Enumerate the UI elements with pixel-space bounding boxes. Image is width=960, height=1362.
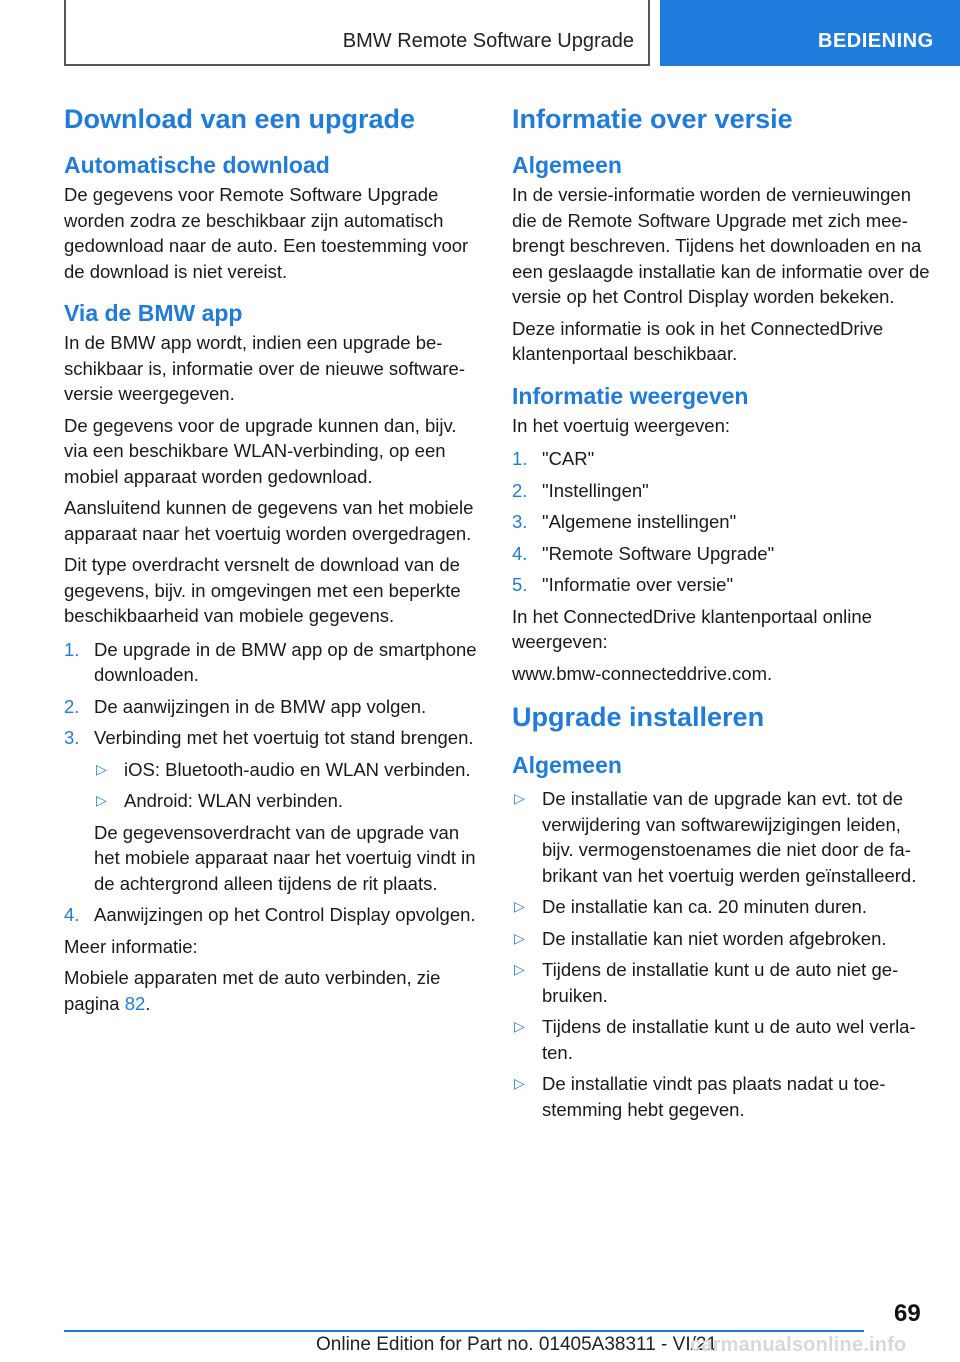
bullet-text: Tijdens de installatie kunt u de auto wel verlaten. bbox=[542, 1016, 916, 1063]
list-item bbox=[64, 694, 478, 720]
bullet-text: De installatie van de upgrade kan evt. tot de verwijdering van softwarewijzigingen leiden, bijv. vermogenstoenames die niet door de fabrikant van het voertuig werden geïnstalleerd. bbox=[542, 788, 917, 886]
list-item bbox=[512, 926, 932, 952]
left-column bbox=[64, 100, 478, 1022]
paragraph: Aansluitend kunnen de gegevens van het mobiele apparaat naar het voertuig worden overgedragen. bbox=[64, 497, 474, 544]
heading-version-info: Informatie over versie bbox=[512, 104, 793, 134]
footer-edition: Online Edition for Part no. 01405A38311 - VI/21 bbox=[316, 1334, 718, 1355]
list-item bbox=[512, 509, 932, 535]
step-number: 5. bbox=[512, 574, 528, 595]
list-item bbox=[512, 478, 932, 504]
list-item bbox=[64, 725, 478, 896]
triangle-bullet-icon: ▷ bbox=[96, 792, 107, 808]
list-item bbox=[64, 637, 478, 688]
step-text: "Remote Software Upgrade" bbox=[542, 542, 775, 564]
step-text: De upgrade in de BMW app op de smartphone downloaden. bbox=[94, 638, 477, 685]
step-number: 3. bbox=[64, 727, 80, 748]
step-number: 4. bbox=[512, 542, 528, 564]
paragraph: Deze informatie is ook in het ConnectedDrive klantenportaal beschikbaar. bbox=[512, 317, 884, 364]
cross-reference bbox=[64, 965, 478, 1016]
step-number: 4. bbox=[64, 904, 80, 925]
paragraph: Dit type overdracht versnelt de download van de gegevens, bijv. in omgevingen met een beperkte beschikbaarheid van mobiele gegevens. bbox=[64, 554, 461, 626]
list-item bbox=[512, 541, 932, 567]
paragraph: In het voertuig weergeven: bbox=[512, 414, 731, 436]
step-text: Aanwijzingen op het Control Display opvolgen. bbox=[94, 904, 476, 925]
step-number: 2. bbox=[512, 479, 528, 501]
paragraph: In de BMW app wordt, indien een upgrade beschikbaar is, informatie over de nieuwe softwareversie weergegeven. bbox=[64, 332, 466, 404]
heading-download: Download van een upgrade bbox=[64, 104, 416, 134]
heading-install-upgrade: Upgrade installeren bbox=[512, 702, 765, 732]
heading-auto-download: Automatische download bbox=[64, 152, 330, 178]
step-text: "CAR" bbox=[542, 448, 595, 469]
paragraph: Meer informatie: bbox=[64, 935, 198, 957]
step-text: "Informatie over versie" bbox=[542, 574, 734, 595]
page-link[interactable]: 82 bbox=[124, 992, 146, 1014]
heading-general: Algemeen bbox=[512, 152, 622, 178]
header-chapter-tab bbox=[660, 0, 960, 66]
triangle-bullet-icon: ▷ bbox=[514, 929, 525, 946]
step-number: 1. bbox=[512, 448, 528, 469]
step-text: Verbinding met het voertuig tot stand brengen. bbox=[94, 727, 474, 748]
header-section-box bbox=[64, 0, 650, 66]
paragraph: De gegevens voor de upgrade kunnen dan, bijv. via een beschikbare WLAN-verbinding, op een mobiel apparaat worden gedownload. bbox=[64, 414, 457, 487]
app-steps-list bbox=[64, 637, 478, 928]
list-item bbox=[94, 788, 478, 814]
bullet-text: De installatie kan ca. 20 minuten duren. bbox=[542, 896, 867, 917]
list-item bbox=[512, 572, 932, 598]
list-item bbox=[64, 902, 478, 928]
paragraph: www.bmw-connecteddrive.com. bbox=[512, 662, 773, 684]
heading-general: Algemeen bbox=[512, 752, 622, 778]
paragraph: De gegevensoverdracht van de upgrade van het mobiele apparaat naar het voertuig vindt in de achtergrond alleen tijdens de rit plaats. bbox=[94, 821, 476, 894]
header-section-title: BMW Remote Software Upgrade bbox=[342, 30, 634, 52]
list-item bbox=[512, 894, 932, 920]
heading-bmw-app: Via de BMW app bbox=[64, 300, 243, 326]
install-bullet-list bbox=[512, 786, 932, 1122]
list-item bbox=[512, 1014, 932, 1065]
paragraph: In het ConnectedDrive klantenportaal online weergeven: bbox=[512, 605, 872, 652]
paragraph: In de versie-informatie worden de vernieuwingen die de Remote Software Upgrade met zich meebrengt beschreven. Tijdens het downloaden en na een geslaagde installatie kan de informatie over de versie op het Control Display worden bekeken. bbox=[512, 184, 930, 307]
ref-end: . bbox=[145, 992, 151, 1014]
triangle-bullet-icon: ▷ bbox=[96, 760, 107, 777]
right-column bbox=[512, 100, 932, 1128]
step-number: 2. bbox=[64, 695, 80, 717]
list-item bbox=[512, 786, 932, 888]
triangle-bullet-icon: ▷ bbox=[514, 898, 525, 914]
bullet-text: iOS: Bluetooth-audio en WLAN verbinden. bbox=[124, 758, 471, 780]
list-item bbox=[94, 757, 478, 783]
bullet-text: Android: WLAN verbinden. bbox=[124, 790, 344, 811]
list-item bbox=[512, 957, 932, 1008]
ref-text: Mobiele apparaten met de auto verbinden, zie pagina bbox=[64, 967, 441, 1014]
step-text: "Algemene instellingen" bbox=[542, 511, 737, 532]
triangle-bullet-icon: ▷ bbox=[514, 1075, 525, 1091]
step-text: De aanwijzingen in de BMW app volgen. bbox=[94, 695, 427, 717]
heading-show-info: Informatie weergeven bbox=[512, 382, 749, 409]
list-item bbox=[512, 446, 932, 472]
triangle-bullet-icon: ▷ bbox=[514, 961, 525, 977]
step-sub-content bbox=[94, 757, 478, 897]
footer-divider bbox=[64, 1330, 864, 1332]
watermark: carmanualsonline.info bbox=[690, 1334, 907, 1356]
triangle-bullet-icon: ▷ bbox=[514, 1018, 525, 1034]
triangle-bullet-icon: ▷ bbox=[514, 790, 525, 806]
bullet-text: De installatie vindt pas plaats nadat u toestemming hebt gegeven. bbox=[542, 1073, 886, 1120]
menu-steps-list bbox=[512, 446, 932, 598]
bullet-text: Tijdens de installatie kunt u de auto niet gebruiken. bbox=[542, 959, 899, 1006]
paragraph: De gegevens voor Remote Software Upgrade worden zodra ze beschikbaar zijn automatisch gedownload naar de auto. Een toestemming voor de download is niet vereist. bbox=[64, 184, 469, 282]
page-number: 69 bbox=[894, 1300, 921, 1327]
sub-bullet-list bbox=[94, 757, 478, 814]
header-chapter-title: BEDIENING bbox=[818, 30, 934, 52]
list-item bbox=[512, 1071, 932, 1122]
step-number: 3. bbox=[512, 511, 528, 532]
bullet-text: De installatie kan niet worden afgebroken. bbox=[542, 927, 887, 949]
step-number: 1. bbox=[64, 638, 80, 660]
step-text: "Instellingen" bbox=[542, 479, 649, 501]
